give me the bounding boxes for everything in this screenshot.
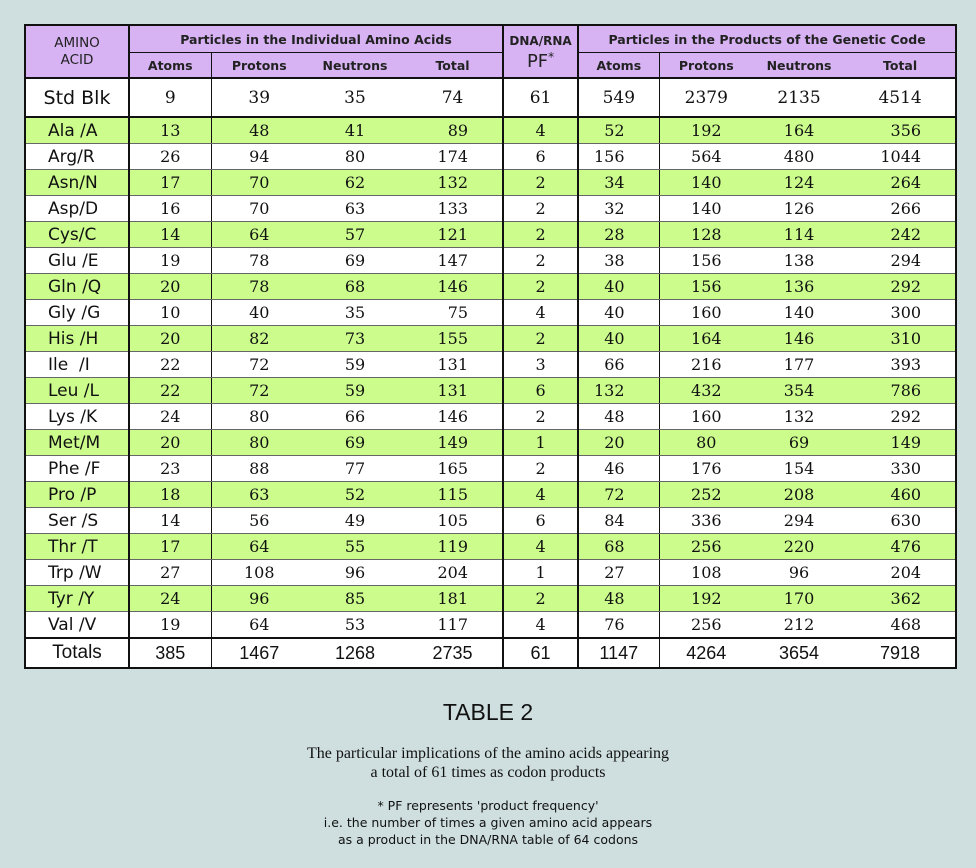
cell-product-total: 264 (845, 170, 956, 196)
cell-atoms: 24 (129, 404, 211, 430)
cell-product-total: 294 (845, 248, 956, 274)
cell-product-total: 300 (845, 300, 956, 326)
cell-protons: 63 (211, 482, 307, 508)
row-name: Lys /K (25, 404, 129, 430)
cell-product-total: 292 (845, 404, 956, 430)
cell-product-neutrons: 2135 (753, 78, 845, 117)
table-row (25, 196, 956, 222)
cell-atoms: 16 (129, 196, 211, 222)
cell-total: 133 (403, 196, 503, 222)
cell-protons: 72 (211, 378, 307, 404)
col-header-total: Total (435, 57, 470, 73)
total-total: 2735 (432, 642, 473, 663)
description-line-2: a total of 61 times as codon products (370, 764, 606, 781)
row-name: His /H (25, 326, 129, 352)
cell-product-total: 468 (845, 612, 956, 639)
cell-pf: 4 (503, 534, 578, 560)
table-row (25, 482, 956, 508)
amino-acid-header (25, 25, 129, 78)
cell-pf: 6 (503, 144, 578, 170)
cell-total: 146 (403, 274, 503, 300)
cell-product-neutrons: 177 (753, 352, 845, 378)
cell-product-atoms: 52 (578, 117, 659, 144)
cell-product-neutrons: 96 (753, 560, 845, 586)
cell-atoms: 14 (129, 222, 211, 248)
col-header-atoms: Atoms (129, 53, 211, 79)
total-product-total: 7918 (879, 642, 921, 663)
cell-total: 74 (403, 78, 503, 117)
table-row (25, 248, 956, 274)
cell-product-atoms: 68 (578, 534, 659, 560)
cell-pf: 4 (503, 482, 578, 508)
total-product-protons: 4264 (686, 642, 727, 663)
cell-neutrons: 62 (307, 170, 403, 196)
cell-product-atoms: 40 (578, 300, 659, 326)
cell-atoms: 24 (129, 586, 211, 612)
cell-total: 115 (403, 482, 503, 508)
cell-pf: 61 (503, 78, 578, 117)
cell-product-total: 310 (845, 326, 956, 352)
total-pf: 61 (503, 638, 578, 668)
cell-pf: 1 (503, 560, 578, 586)
cell-atoms: 13 (129, 117, 211, 144)
cell-atoms: 22 (129, 352, 211, 378)
cell-neutrons: 66 (307, 404, 403, 430)
table-row (25, 586, 956, 612)
table-title: TABLE 2 (442, 699, 534, 725)
cell-product-neutrons: 154 (753, 456, 845, 482)
table-row (25, 274, 956, 300)
cell-product-atoms: 38 (578, 248, 659, 274)
total-atoms: 385 (129, 638, 211, 668)
table-body (25, 78, 956, 638)
cell-protons: 70 (211, 196, 307, 222)
pf-header (503, 25, 578, 78)
cell-product-total: 266 (845, 196, 956, 222)
cell-product-atoms: 20 (578, 430, 659, 456)
cell-protons: 39 (211, 78, 307, 117)
table-row (25, 404, 956, 430)
col-header-product-atoms: Atoms (578, 53, 659, 79)
cell-product-neutrons: 354 (753, 378, 845, 404)
table-row (25, 352, 956, 378)
cell-product-total: 330 (845, 456, 956, 482)
row-name: Cys/C (25, 222, 129, 248)
cell-atoms: 26 (129, 144, 211, 170)
cell-product-atoms: 28 (578, 222, 659, 248)
cell-product-neutrons: 220 (753, 534, 845, 560)
cell-pf: 2 (503, 196, 578, 222)
individual-group-header: Particles in the Individual Amino Acids (129, 25, 503, 53)
cell-product-total: 393 (845, 352, 956, 378)
cell-pf: 4 (503, 612, 578, 639)
cell-product-protons: 164 (659, 326, 753, 352)
cell-product-protons: 432 (659, 378, 753, 404)
cell-pf: 2 (503, 404, 578, 430)
table-header (25, 25, 956, 78)
col-header-protons: Protons (231, 57, 287, 73)
cell-protons: 82 (211, 326, 307, 352)
cell-pf: 2 (503, 456, 578, 482)
cell-product-atoms: 48 (578, 404, 659, 430)
cell-pf: 2 (503, 248, 578, 274)
cell-total: 155 (403, 326, 503, 352)
col-header-product-protons: Protons (678, 57, 734, 73)
cell-product-neutrons: 136 (753, 274, 845, 300)
cell-total: 132 (403, 170, 503, 196)
cell-product-neutrons: 138 (753, 248, 845, 274)
cell-pf: 4 (503, 300, 578, 326)
cell-product-total: 786 (845, 378, 956, 404)
cell-neutrons: 57 (307, 222, 403, 248)
row-name: Val /V (25, 612, 129, 639)
cell-product-protons: 216 (659, 352, 753, 378)
row-name: Trp /W (25, 560, 129, 586)
cell-product-total: 362 (845, 586, 956, 612)
cell-protons: 56 (211, 508, 307, 534)
cell-total: 75 (403, 300, 503, 326)
cell-product-total: 476 (845, 534, 956, 560)
footnote-line-2: i.e. the number of times a given amino acid appears (323, 815, 653, 830)
std-block-row (25, 78, 956, 117)
cell-total: 119 (403, 534, 503, 560)
cell-neutrons: 69 (307, 248, 403, 274)
cell-total: 131 (403, 378, 503, 404)
cell-protons: 78 (211, 274, 307, 300)
cell-atoms: 9 (129, 78, 211, 117)
cell-atoms: 14 (129, 508, 211, 534)
cell-atoms: 20 (129, 326, 211, 352)
cell-product-protons: 140 (659, 196, 753, 222)
cell-product-protons: 252 (659, 482, 753, 508)
cell-total: 131 (403, 352, 503, 378)
cell-product-atoms: 40 (578, 274, 659, 300)
cell-neutrons: 41 (307, 117, 403, 144)
cell-product-protons: 192 (659, 117, 753, 144)
cell-product-neutrons: 126 (753, 196, 845, 222)
cell-product-atoms: 27 (578, 560, 659, 586)
cell-product-total: 630 (845, 508, 956, 534)
cell-product-protons: 192 (659, 586, 753, 612)
table-row (25, 508, 956, 534)
cell-total: 174 (403, 144, 503, 170)
cell-product-protons: 160 (659, 300, 753, 326)
cell-product-total: 460 (845, 482, 956, 508)
cell-protons: 88 (211, 456, 307, 482)
cell-atoms: 20 (129, 430, 211, 456)
cell-atoms: 18 (129, 482, 211, 508)
cell-protons: 80 (211, 430, 307, 456)
cell-atoms: 17 (129, 170, 211, 196)
total-product-atoms: 1147 (578, 638, 659, 668)
cell-protons: 64 (211, 612, 307, 639)
cell-total: 147 (403, 248, 503, 274)
cell-atoms: 19 (129, 612, 211, 639)
cell-pf: 2 (503, 586, 578, 612)
cell-pf: 2 (503, 274, 578, 300)
cell-product-neutrons: 114 (753, 222, 845, 248)
cell-product-atoms: 34 (578, 170, 659, 196)
row-name: Ile /I (25, 352, 129, 378)
cell-product-total: 204 (845, 560, 956, 586)
total-protons: 1467 (239, 642, 280, 663)
cell-protons: 64 (211, 222, 307, 248)
table-row (25, 430, 956, 456)
cell-product-atoms: 46 (578, 456, 659, 482)
cell-product-neutrons: 140 (753, 300, 845, 326)
cell-product-protons: 564 (659, 144, 753, 170)
total-product-neutrons: 3654 (778, 642, 820, 663)
cell-neutrons: 53 (307, 612, 403, 639)
cell-protons: 78 (211, 248, 307, 274)
cell-product-neutrons: 212 (753, 612, 845, 639)
cell-total: 165 (403, 456, 503, 482)
cell-product-total: 1044 (845, 144, 956, 170)
cell-product-neutrons: 164 (753, 117, 845, 144)
cell-product-neutrons: 208 (753, 482, 845, 508)
footnote-line-1: * PF represents 'product frequency' (377, 798, 599, 813)
cell-total: 204 (403, 560, 503, 586)
pf-header-line2: PF (526, 50, 549, 72)
cell-neutrons: 85 (307, 586, 403, 612)
table-row (25, 534, 956, 560)
col-header-product-neutrons: Neutrons (766, 57, 832, 73)
cell-product-total: 4514 (845, 78, 956, 117)
cell-atoms: 19 (129, 248, 211, 274)
cell-pf: 6 (503, 508, 578, 534)
cell-product-protons: 156 (659, 274, 753, 300)
amino-acid-table (24, 24, 957, 639)
row-name: Asp/D (25, 196, 129, 222)
cell-total: 105 (403, 508, 503, 534)
cell-neutrons: 35 (307, 78, 403, 117)
row-name: Arg/R (25, 144, 129, 170)
cell-product-atoms: 66 (578, 352, 659, 378)
cell-product-atoms: 72 (578, 482, 659, 508)
cell-product-total: 292 (845, 274, 956, 300)
cell-product-atoms: 84 (578, 508, 659, 534)
cell-protons: 94 (211, 144, 307, 170)
pf-header-line1: DNA/RNA (509, 33, 572, 48)
cell-protons: 70 (211, 170, 307, 196)
cell-total: 181 (403, 586, 503, 612)
cell-atoms: 27 (129, 560, 211, 586)
amino-acid-header-line1: AMINO (54, 34, 100, 51)
cell-product-total: 149 (845, 430, 956, 456)
cell-product-protons: 176 (659, 456, 753, 482)
cell-pf: 1 (503, 430, 578, 456)
cell-protons: 48 (211, 117, 307, 144)
row-name: Glu /E (25, 248, 129, 274)
cell-product-atoms: 32 (578, 196, 659, 222)
row-name: Asn/N (25, 170, 129, 196)
total-neutrons: 1268 (334, 642, 376, 663)
asterisk-mark: * (548, 49, 555, 64)
cell-product-atoms: 76 (578, 612, 659, 639)
cell-neutrons: 55 (307, 534, 403, 560)
col-header-product-total: Total (882, 57, 918, 73)
cell-product-protons: 128 (659, 222, 753, 248)
cell-atoms: 23 (129, 456, 211, 482)
description-line-1: The particular implications of the amino acids appearing (306, 745, 670, 762)
cell-neutrons: 77 (307, 456, 403, 482)
cell-pf: 6 (503, 378, 578, 404)
cell-product-atoms: 132 (578, 378, 659, 404)
cell-product-atoms: 549 (578, 78, 659, 117)
row-name: Met/M (25, 430, 129, 456)
cell-protons: 80 (211, 404, 307, 430)
footnote-line-3: as a product in the DNA/RNA table of 64 codons (337, 832, 639, 847)
table-description (0, 744, 976, 782)
row-name: Std Blk (25, 78, 129, 117)
cell-protons: 96 (211, 586, 307, 612)
table-row (25, 378, 956, 404)
cell-total: 146 (403, 404, 503, 430)
cell-product-total: 356 (845, 117, 956, 144)
table-row (25, 612, 956, 639)
cell-neutrons: 63 (307, 196, 403, 222)
cell-protons: 40 (211, 300, 307, 326)
cell-product-atoms: 156 (578, 144, 659, 170)
cell-total: 149 (403, 430, 503, 456)
cell-neutrons: 80 (307, 144, 403, 170)
cell-product-protons: 80 (659, 430, 753, 456)
cell-product-protons: 256 (659, 612, 753, 639)
cell-product-neutrons: 480 (753, 144, 845, 170)
cell-neutrons: 68 (307, 274, 403, 300)
cell-product-atoms: 48 (578, 586, 659, 612)
cell-atoms: 10 (129, 300, 211, 326)
cell-product-protons: 256 (659, 534, 753, 560)
cell-atoms: 20 (129, 274, 211, 300)
cell-neutrons: 59 (307, 378, 403, 404)
cell-product-neutrons: 69 (753, 430, 845, 456)
cell-neutrons: 35 (307, 300, 403, 326)
cell-atoms: 22 (129, 378, 211, 404)
table-row (25, 144, 956, 170)
cell-pf: 2 (503, 170, 578, 196)
cell-product-protons: 160 (659, 404, 753, 430)
cell-product-protons: 156 (659, 248, 753, 274)
cell-protons: 64 (211, 534, 307, 560)
cell-neutrons: 73 (307, 326, 403, 352)
table-row (25, 560, 956, 586)
row-name: Gln /Q (25, 274, 129, 300)
row-name: Ser /S (25, 508, 129, 534)
cell-product-total: 242 (845, 222, 956, 248)
cell-neutrons: 59 (307, 352, 403, 378)
totals-label: Totals (25, 638, 129, 668)
cell-total: 117 (403, 612, 503, 639)
cell-neutrons: 52 (307, 482, 403, 508)
cell-pf: 2 (503, 222, 578, 248)
cell-pf: 2 (503, 326, 578, 352)
cell-neutrons: 96 (307, 560, 403, 586)
table-row (25, 117, 956, 144)
footnote (0, 797, 976, 848)
totals-row (25, 638, 956, 668)
cell-protons: 108 (211, 560, 307, 586)
cell-product-neutrons: 124 (753, 170, 845, 196)
table-row (25, 222, 956, 248)
totals-table (24, 637, 957, 669)
row-name: Gly /G (25, 300, 129, 326)
amino-acid-header-line2: ACID (60, 51, 94, 68)
cell-pf: 4 (503, 117, 578, 144)
table-row (25, 326, 956, 352)
row-name: Pro /P (25, 482, 129, 508)
cell-atoms: 17 (129, 534, 211, 560)
cell-product-neutrons: 146 (753, 326, 845, 352)
cell-total: 121 (403, 222, 503, 248)
table-row (25, 300, 956, 326)
cell-pf: 3 (503, 352, 578, 378)
row-name: Tyr /Y (25, 586, 129, 612)
cell-product-neutrons: 294 (753, 508, 845, 534)
cell-product-protons: 336 (659, 508, 753, 534)
table-row (25, 170, 956, 196)
row-name: Thr /T (25, 534, 129, 560)
row-name: Phe /F (25, 456, 129, 482)
cell-protons: 72 (211, 352, 307, 378)
cell-product-protons: 108 (659, 560, 753, 586)
cell-neutrons: 69 (307, 430, 403, 456)
col-header-neutrons: Neutrons (322, 57, 388, 73)
cell-neutrons: 49 (307, 508, 403, 534)
cell-product-neutrons: 132 (753, 404, 845, 430)
cell-total: 89 (403, 117, 503, 144)
table-row (25, 456, 956, 482)
row-name: Leu /L (25, 378, 129, 404)
cell-product-atoms: 40 (578, 326, 659, 352)
products-group-header: Particles in the Products of the Genetic Code (578, 25, 956, 53)
row-name: Ala /A (25, 117, 129, 144)
cell-product-protons: 140 (659, 170, 753, 196)
cell-product-neutrons: 170 (753, 586, 845, 612)
cell-product-protons: 2379 (659, 78, 753, 117)
